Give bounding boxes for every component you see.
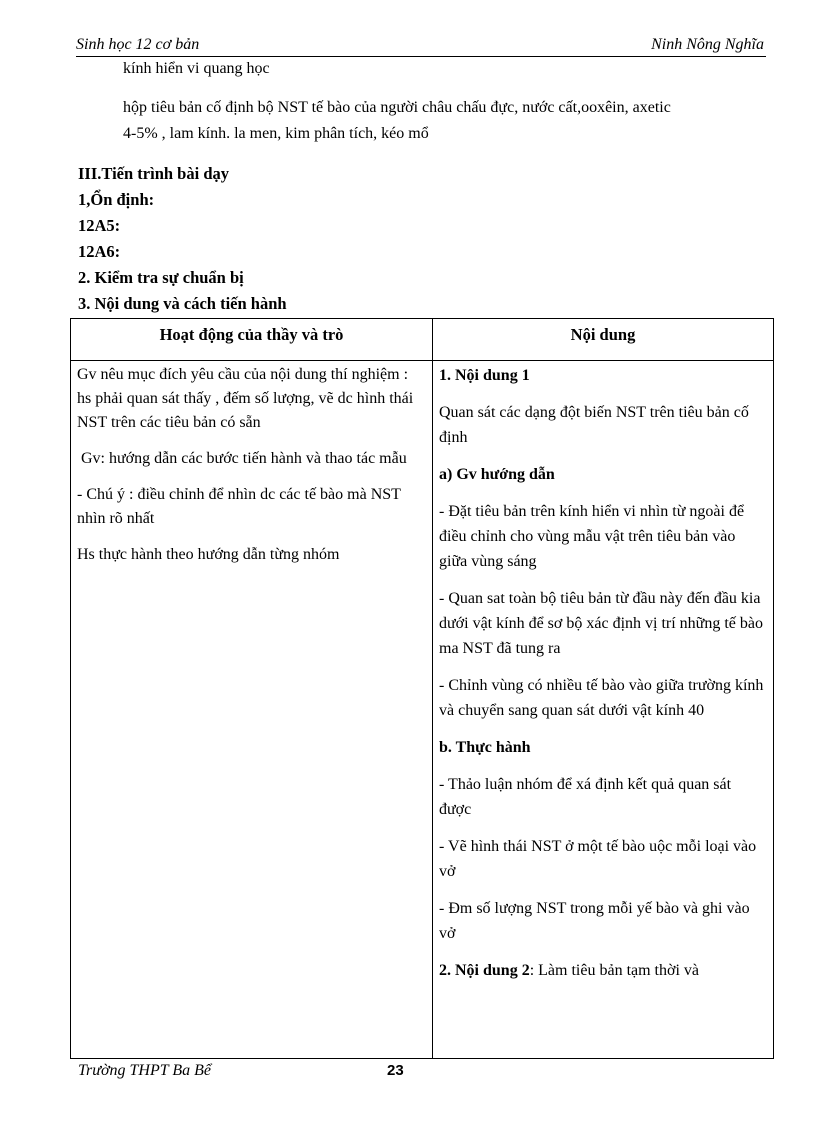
- footer-school: Trường THPT Ba Bể: [78, 1062, 211, 1079]
- header-subject: Sinh học 12 cơ bản: [76, 36, 200, 53]
- activity-practice: Hs thực hành theo hướng dẫn từng nhóm: [77, 546, 340, 563]
- heading-content: 3. Nội dung và cách tiến hành: [78, 294, 287, 313]
- content-heading-2-label: 2. Nội dung 2: [439, 962, 530, 979]
- content-para-5: - Thảo luận nhóm để xá định kết quả quan sát được: [439, 776, 732, 818]
- content-heading-2-rest: : Làm tiêu bản tạm thời và: [529, 962, 700, 979]
- content-heading-2: [439, 958, 767, 983]
- content-para-2: - Đặt tiêu bản trên kính hiển vi nhìn từ ngoài để điều chỉnh cho vùng mẫu vật trên tiêu bản vào giữa vùng sáng: [439, 503, 745, 570]
- content-para-7: - Đm số lượng NST trong mỗi yế bào và ghi vào vở: [439, 900, 750, 942]
- table-header-activities: Hoạt động của thầy và trò: [159, 325, 344, 344]
- content-para-3: - Quan sat toàn bộ tiêu bản từ đầu này đến đầu kia dưới vật kính để sơ bộ xác định vị trí những tế bào ma NST đã tung ra: [439, 590, 763, 657]
- content-heading-guide: a) Gv hướng dẫn: [439, 466, 555, 483]
- heading-check: 2. Kiểm tra sự chuẩn bị: [78, 268, 244, 287]
- materials-line-2: hộp tiêu bản cố định bộ NST tế bào của người châu chấu đực, nước cất,ooxêin, axetic: [123, 99, 671, 116]
- lesson-table: [70, 318, 774, 1059]
- header-author: Ninh Nông Nghĩa: [651, 36, 764, 53]
- activity-note: - Chú ý : điều chỉnh để nhìn dc các tế bào mà NST nhìn rõ nhất: [77, 486, 401, 527]
- content-heading-practice: b. Thực hành: [439, 739, 531, 756]
- activities-column: [77, 363, 425, 579]
- activity-guide: Gv: hướng dẫn các bước tiến hành và thao tác mẫu: [77, 450, 407, 467]
- table-column-divider: [432, 319, 433, 1058]
- content-para-1: Quan sát các dạng đột biến NST trên tiêu bản cố định: [439, 404, 749, 446]
- content-para-4: - Chỉnh vùng có nhiều tế bào vào giữa trường kính và chuyển sang quan sát dưới vật kính 40: [439, 677, 764, 719]
- heading-class-12a6: 12A6:: [78, 242, 121, 261]
- content-column: [439, 363, 767, 995]
- heading-class-12a5: 12A5:: [78, 216, 121, 235]
- table-header-content: Nội dung: [570, 325, 636, 344]
- content-heading-1: 1. Nội dung 1: [439, 367, 530, 384]
- materials-line-1: kính hiển vi quang học: [123, 60, 270, 77]
- activity-goal: Gv nêu mục đích yêu cầu của nội dung thí nghiệm : hs phải quan sát thấy , đếm số lượng, vẽ dc hình thái NST trên các tiêu bản có sẵn: [77, 366, 414, 431]
- page-number: 23: [387, 1062, 404, 1079]
- content-para-6: - Vẽ hình thái NST ở một tế bào uộc mỗi loại vào vở: [439, 838, 757, 880]
- table-header-divider: [71, 360, 773, 361]
- heading-process: III.Tiến trình bài dạy: [78, 164, 229, 183]
- page-footer: [78, 1062, 578, 1086]
- page-header: [76, 34, 766, 57]
- heading-stabilize: 1,Ổn định:: [78, 190, 155, 209]
- materials-line-3: 4-5% , lam kính. la men, kim phân tích, kéo mổ: [123, 125, 429, 142]
